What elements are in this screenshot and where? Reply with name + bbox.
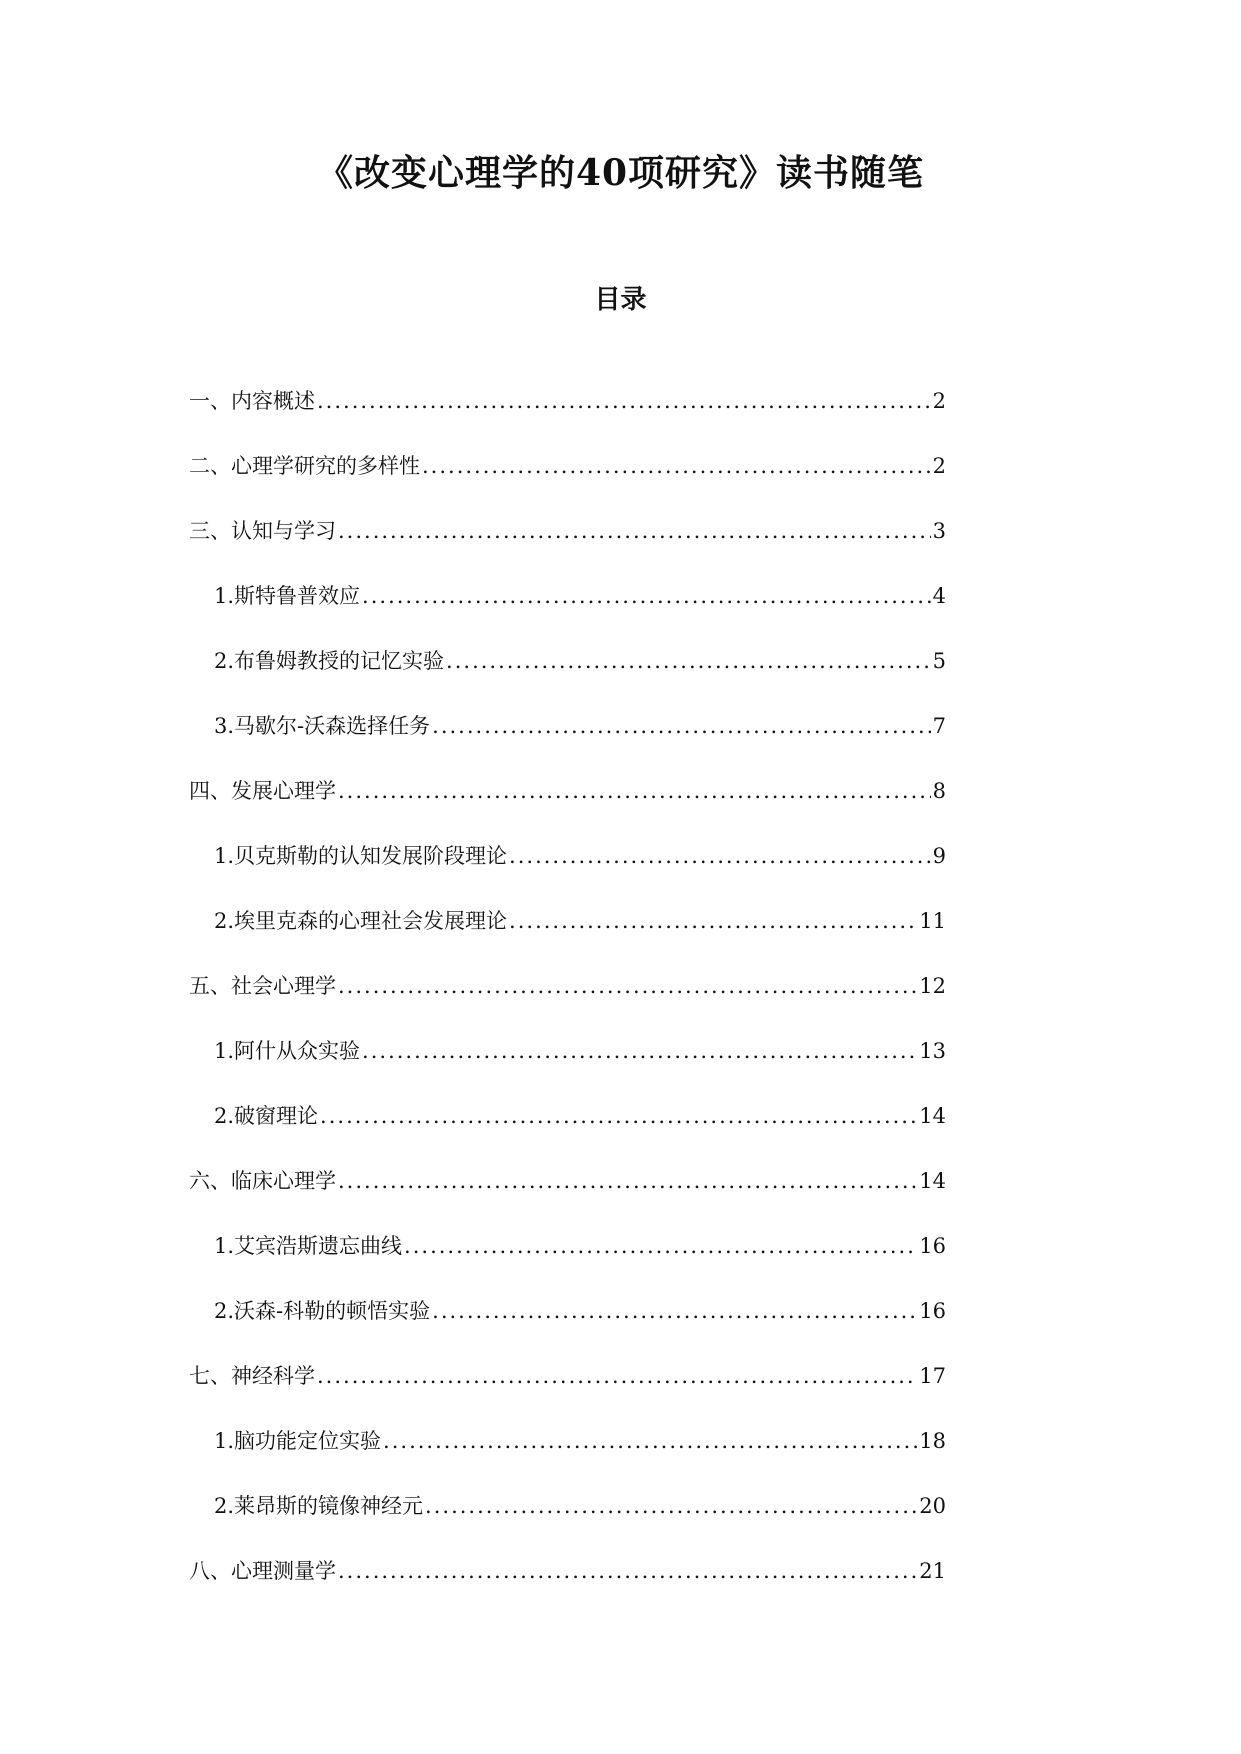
toc-entry-number: 1. [214,1429,235,1453]
toc-entry-label: 脑功能定位实验 [234,1429,382,1453]
toc-entry-label: 贝克斯勒的认知发展阶段理论 [234,844,508,868]
toc-entry[interactable] [189,386,946,451]
toc-entry[interactable] [189,971,946,1036]
toc-entry[interactable] [214,1036,946,1101]
toc-entry-label: 沃森-科勒的顿悟实验 [234,1299,431,1323]
toc-entry[interactable] [214,1491,946,1556]
toc-entry-page-number: 18 [919,1429,946,1453]
toc-entry-label: 三、认知与学习 [189,519,336,543]
toc-entry[interactable] [189,1166,946,1231]
toc-entry[interactable] [214,1426,946,1491]
document-title: 《改变心理学的40项研究》读书随笔 [316,152,925,194]
toc-entry-page-number: 14 [919,1104,946,1128]
toc-dot-leader [432,711,930,741]
toc-entry[interactable] [189,1556,946,1621]
toc-dot-leader [509,841,931,871]
toc-entry[interactable] [214,711,946,776]
toc-entry-number: 1. [214,1039,235,1063]
toc-entry-label: 阿什从众实验 [234,1039,361,1063]
toc-entry-page-number: 11 [919,909,946,933]
toc-entry-label: 破窗理论 [234,1104,319,1128]
toc-entry[interactable] [189,516,946,581]
toc-dot-leader [362,1036,917,1066]
toc-entry-label: 六、临床心理学 [189,1169,336,1193]
toc-entry-label: 莱昂斯的镜像神经元 [234,1494,424,1518]
toc-entry-page-number: 2 [932,389,946,413]
toc-dot-leader [320,1101,917,1131]
toc-entry-page-number: 17 [919,1364,946,1388]
toc-entry-label: 斯特鲁普效应 [234,584,361,608]
toc-dot-leader [362,581,931,611]
toc-entry-number: 2. [214,649,235,673]
toc-entry[interactable] [189,776,946,841]
toc-entry-page-number: 13 [919,1039,946,1063]
toc-entry-label: 二、心理学研究的多样性 [189,454,420,478]
toc-entry[interactable] [214,841,946,906]
toc-heading: 目录 [594,285,647,315]
toc-entry-page-number: 9 [932,844,946,868]
toc-entry-page-number: 7 [932,714,946,738]
toc-dot-leader [338,1556,917,1586]
toc-entry[interactable] [214,906,946,971]
table-of-contents [0,386,1241,1621]
toc-entry-label: 布鲁姆教授的记忆实验 [234,649,445,673]
toc-entry-label: 四、发展心理学 [189,779,336,803]
toc-entry-page-number: 16 [919,1299,946,1323]
toc-dot-leader [432,1296,917,1326]
toc-entry-label: 五、社会心理学 [189,974,336,998]
toc-entry-number: 1. [214,1234,235,1258]
toc-entry[interactable] [214,646,946,711]
toc-dot-leader [338,516,931,546]
toc-entry-label: 七、神经科学 [189,1364,315,1388]
toc-entry-label: 一、内容概述 [189,389,315,413]
toc-dot-leader [383,1426,917,1456]
toc-entry-number: 3. [214,714,235,738]
toc-dot-leader [446,646,931,676]
toc-entry-label: 艾宾浩斯遗忘曲线 [234,1234,403,1258]
toc-entry-number: 2. [214,1104,235,1128]
toc-dot-leader [317,1361,917,1391]
toc-dot-leader [404,1231,917,1261]
toc-entry-number: 1. [214,584,235,608]
toc-dot-leader [338,776,931,806]
toc-entry[interactable] [214,581,946,646]
toc-entry-page-number: 12 [919,974,946,998]
toc-dot-leader [425,1491,917,1521]
toc-entry-label: 马歇尔-沃森选择任务 [234,714,431,738]
toc-entry[interactable] [214,1101,946,1166]
toc-entry-page-number: 8 [932,779,946,803]
toc-entry-label: 八、心理测量学 [189,1559,336,1583]
toc-dot-leader [317,386,931,416]
toc-entry-number: 2. [214,1494,235,1518]
toc-entry-label: 埃里克森的心理社会发展理论 [234,909,508,933]
toc-entry[interactable] [214,1231,946,1296]
toc-entry-number: 1. [214,844,235,868]
toc-entry-page-number: 2 [932,454,946,478]
toc-dot-leader [509,906,917,936]
toc-entry-page-number: 4 [932,584,946,608]
toc-entry[interactable] [189,451,946,516]
toc-dot-leader [338,971,917,1001]
toc-dot-leader [338,1166,917,1196]
toc-entry-number: 2. [214,909,235,933]
toc-entry-page-number: 3 [932,519,946,543]
toc-entry[interactable] [189,1361,946,1426]
toc-entry-number: 2. [214,1299,235,1323]
toc-entry-page-number: 21 [919,1559,946,1583]
toc-entry-page-number: 5 [932,649,946,673]
toc-entry[interactable] [214,1296,946,1361]
toc-entry-page-number: 16 [919,1234,946,1258]
toc-entry-page-number: 20 [919,1494,946,1518]
toc-dot-leader [422,451,931,481]
toc-entry-page-number: 14 [919,1169,946,1193]
